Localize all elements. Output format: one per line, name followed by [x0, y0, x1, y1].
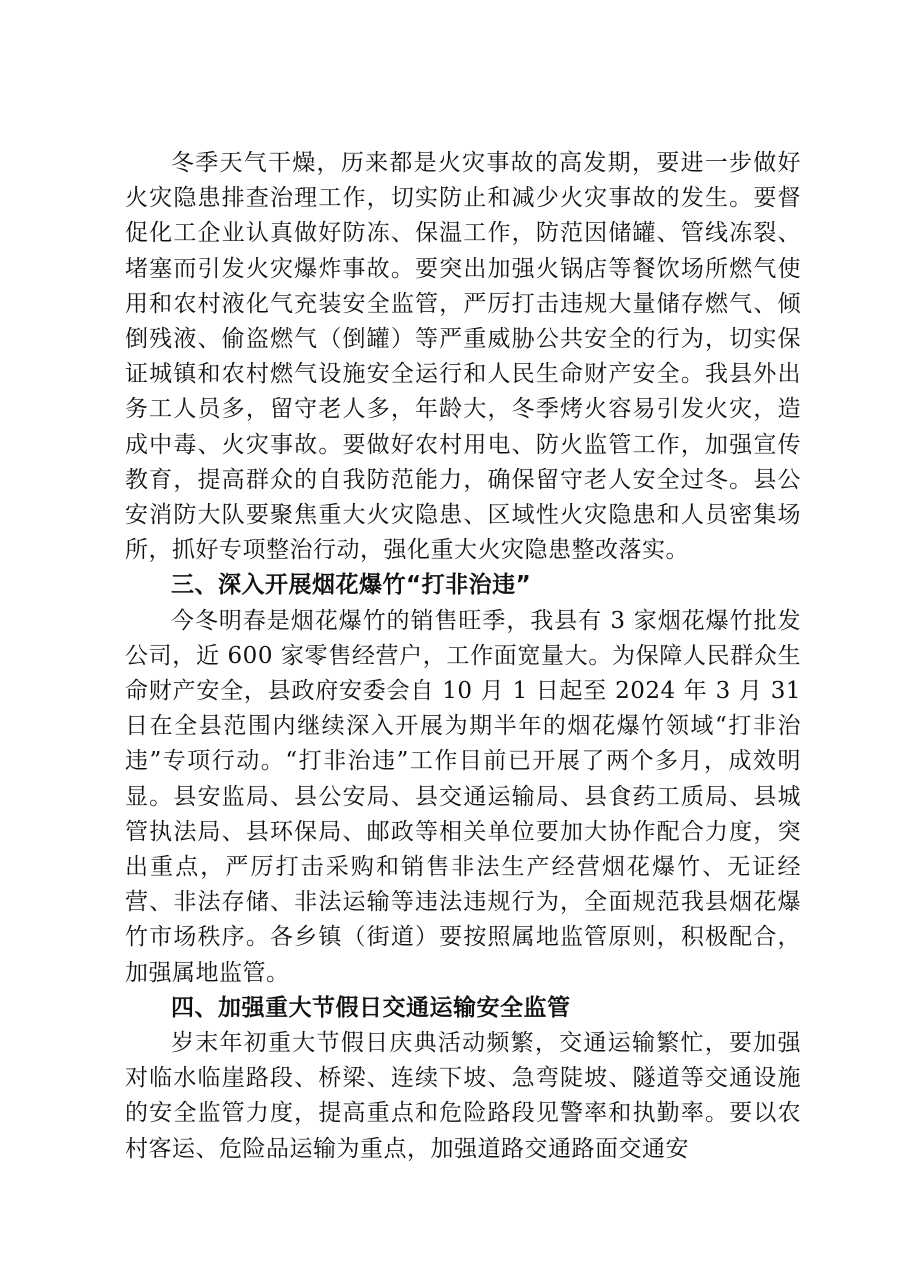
section-heading-traffic: 四、加强重大节假日交通运输安全监管: [171, 994, 571, 1021]
paragraph-fire-safety: 冬季天气干燥，历来都是火灾事故的高发期，要进一步做好火灾隐患排查治理工作，切实防止和减少火灾事故的发生。要督促化工企业认真做好防冻、保温工作，防范因储罐、管线冻裂、堵塞而引发火灾爆炸事故。要突出加强火锅店等餐饮场所燃气使用和农村液化气充装安全监管，严厉打击违规大量储存燃气、倾倒残液、偷盗燃气（倒罐）等严重威胁公共安全的行为，切实保证城镇和农村燃气设施安全运行和人民生命财产安全。我县外出务工人员多，留守老人多，年龄大，冬季烤火容易引发火灾，造成中毒、火灾事故。要做好农村用电、防火监管工作，加强宣传教育，提高群众的自我防范能力，确保留守老人安全过冬。县公安消防大队要聚焦重大火灾隐患、区域性火灾隐患和人员密集场所，抓好专项整治行动，强化重大火灾隐患整改落实。: [125, 150, 801, 564]
paragraph-fireworks: 今冬明春是烟花爆竹的销售旺季，我县有 3 家烟花爆竹批发公司，近 600 家零售经营户，工作面宽量大。为保障人民群众生命财产安全，县政府安委会自 10 月 1 日起至 2024 年 3 月 31 日在全县范围内继续深入开展为期半年的烟花爆竹领域“打非治违”专项行动。“打非治违”工作目前已开展了两个多月，成效明显。县安监局、县公安局、县交通运输局、县食药工质局、县城管执法局、县环保局、邮政等相关单位要加大协作配合力度，突出重点，严厉打击采购和销售非法生产经营烟花爆竹、无证经营、非法存储、非法运输等违法违规行为，全面规范我县烟花爆竹市场秩序。各乡镇（街道）要按照属地监管原则，积极配合，加强属地监管。: [125, 607, 801, 986]
paragraph-traffic: 岁末年初重大节假日庆典活动频繁，交通运输繁忙，要加强对临水临崖路段、桥梁、连续下坡、急弯陡坡、隧道等交通设施的安全监管力度，提高重点和危险路段见警率和执勤率。要以农村客运、危险品运输为重点，加强道路交通路面交通安: [125, 1030, 801, 1162]
document-body: [125, 146, 801, 1167]
section-heading-fireworks: 三、深入开展烟花爆竹“打非治违”: [171, 572, 532, 599]
